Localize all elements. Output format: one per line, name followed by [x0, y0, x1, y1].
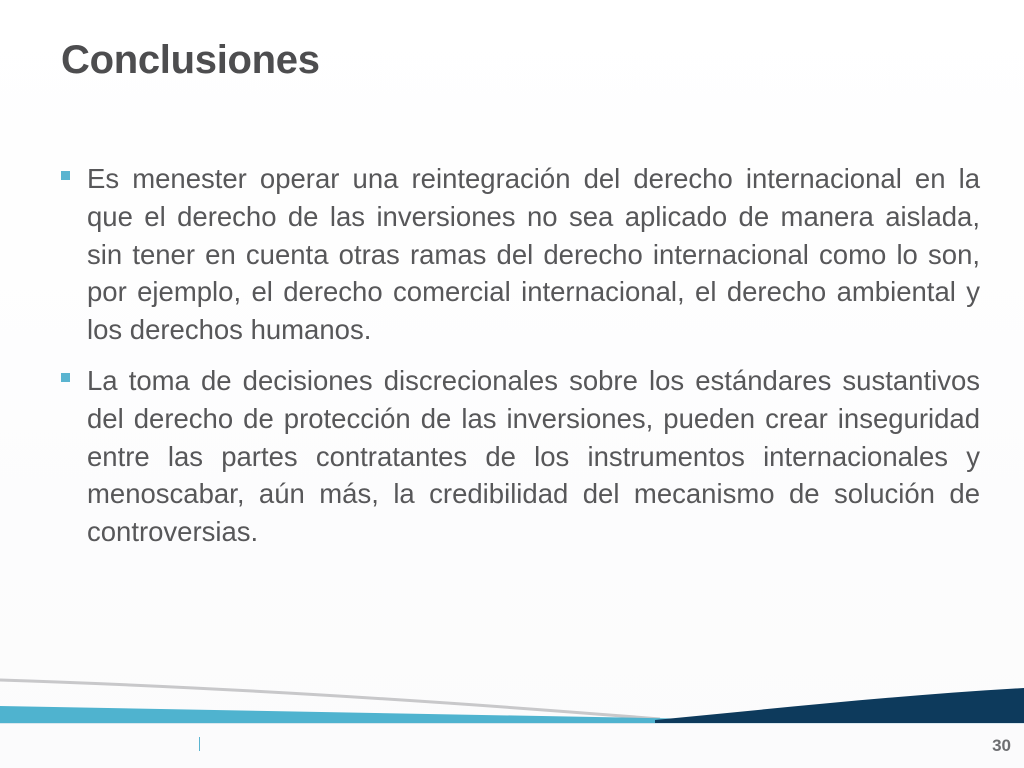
bullet-text: Es menester operar una reintegración del derecho internacional en la que el derecho de las inversiones no sea aplicado de manera aislada, sin tener en cuenta otras ramas del derecho internacional como lo son, por ejemplo, el derecho comercial internacional, el derecho ambiental y los derechos humanos. — [87, 163, 980, 346]
square-bullet-icon — [61, 373, 70, 382]
bullet-item — [60, 362, 980, 551]
page-number: 30 — [992, 736, 1011, 755]
footer-baseline — [0, 723, 1024, 724]
square-bullet-icon — [61, 171, 70, 180]
bullet-list — [60, 160, 980, 564]
bullet-item — [60, 160, 980, 349]
slide-title: Conclusiones — [61, 38, 320, 82]
footer-navy-wedge — [655, 688, 1024, 723]
bullet-text: La toma de decisiones discrecionales sobre los estándares sustantivos del derecho de protección de las inversiones, pueden crear inseguridad entre las partes contratantes de los instrumentos internacionales y menoscabar, aún más, la credibilidad del mecanismo de solución de controversias. — [87, 364, 980, 548]
footer-separator — [199, 737, 200, 751]
footer-decoration — [0, 670, 1024, 730]
